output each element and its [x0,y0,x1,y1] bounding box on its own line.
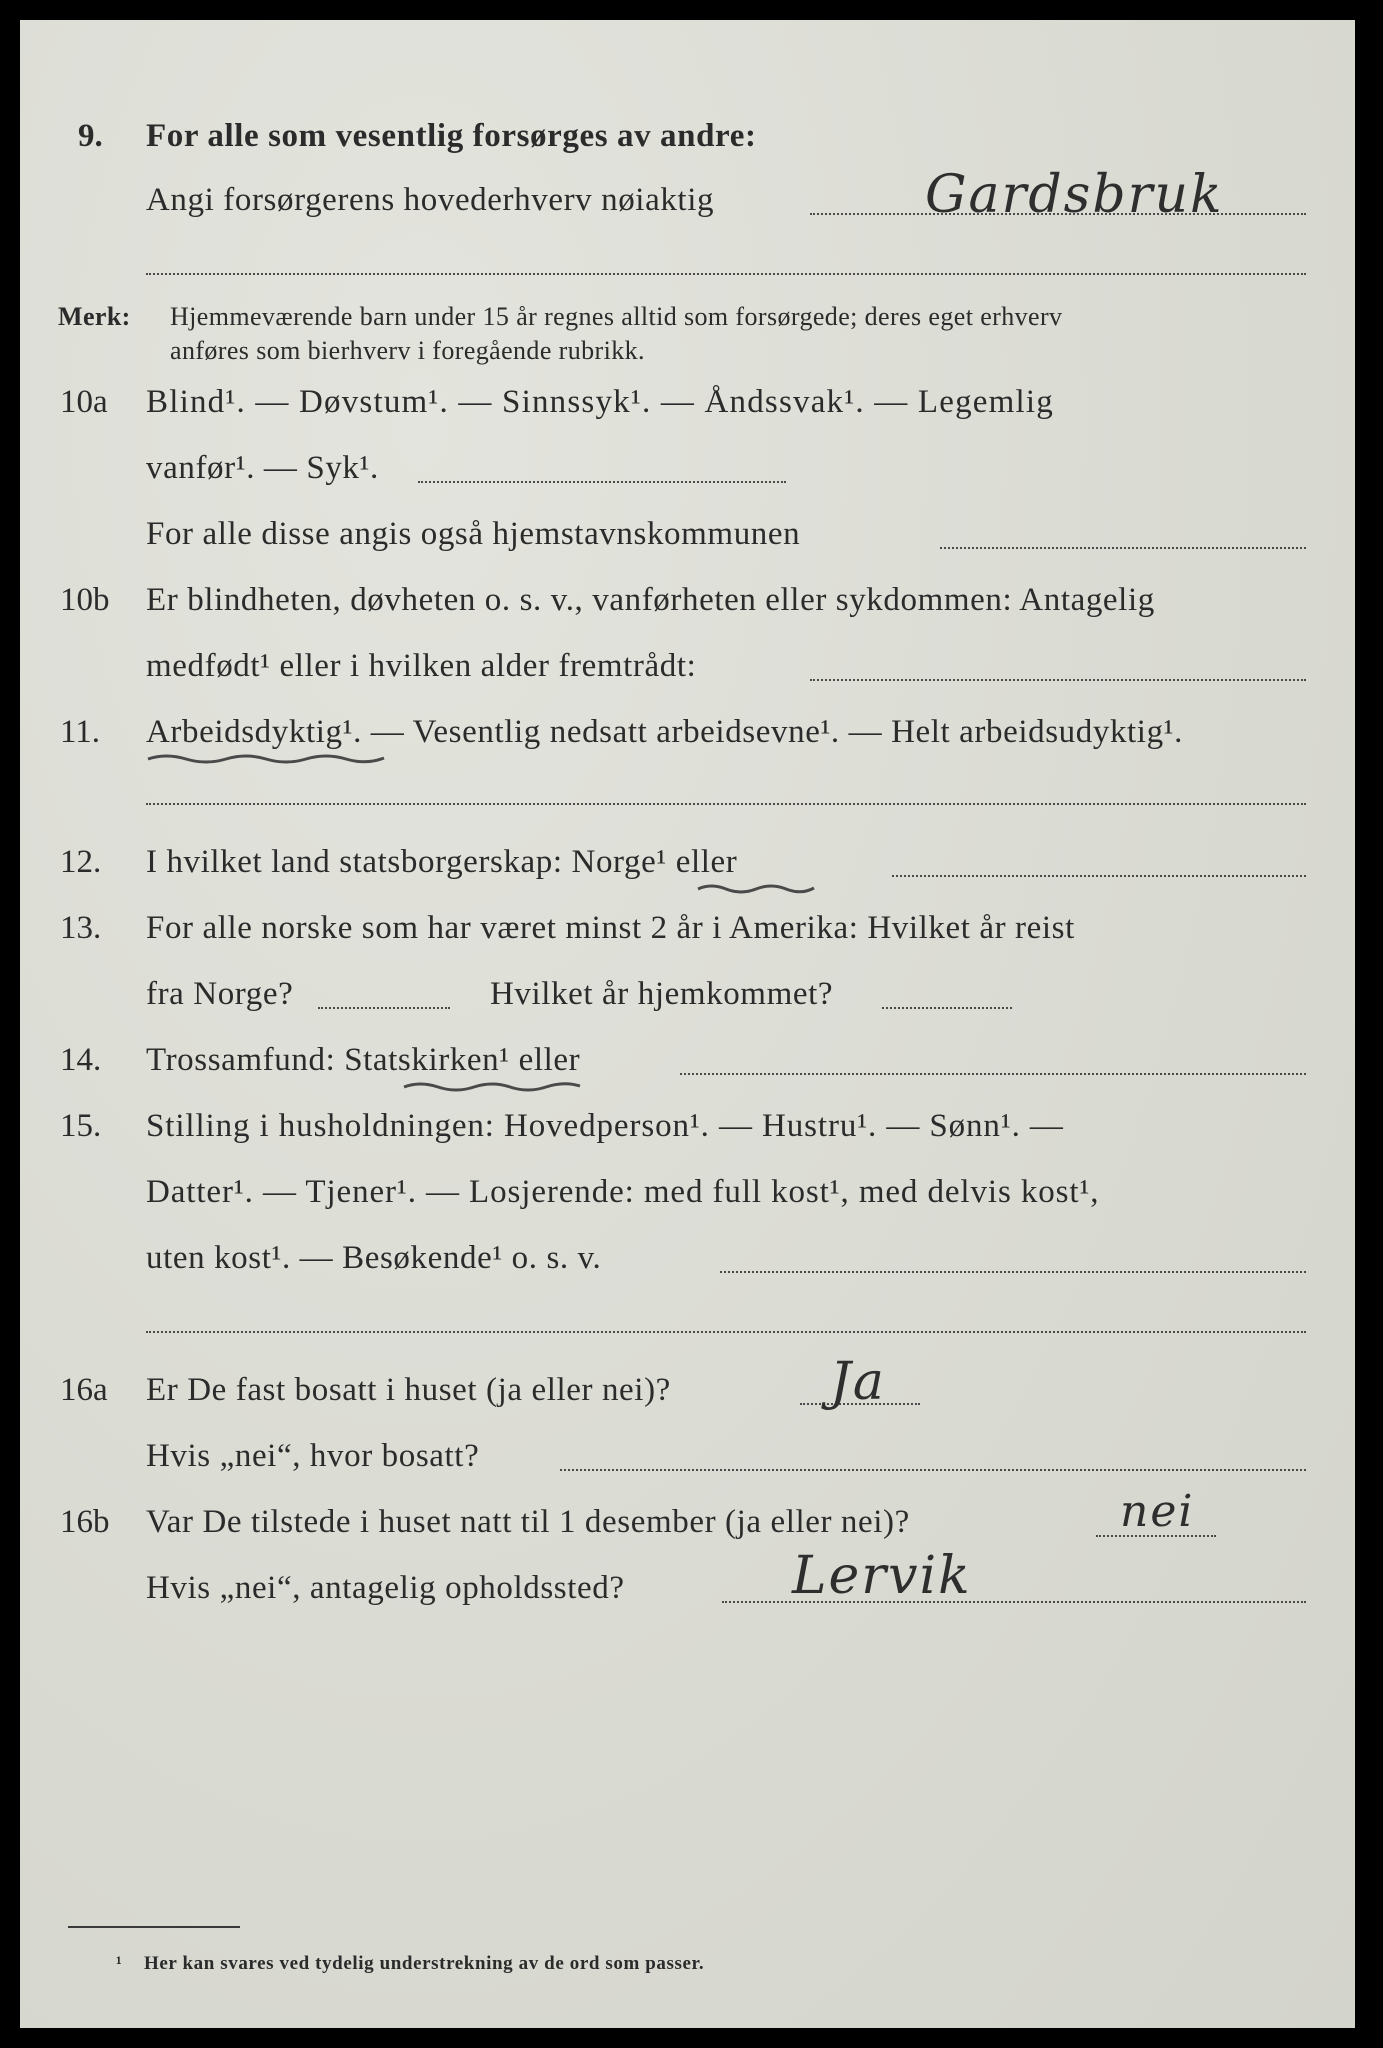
q10a-home-municipality-line [940,547,1306,549]
q16a-line-1: Er De fast bosatt i huset (ja eller nei)? [146,1372,671,1408]
q15-line-1: Stilling i husholdningen: Hovedperson¹. — Hustru¹. — Sønn¹. — [146,1108,1064,1144]
q15-extra-line [146,1331,1306,1333]
q14-answer-line [680,1073,1306,1075]
q10b-answer-line [810,679,1306,681]
q10b-line-2: medfødt¹ eller i hvilken alder fremtrådt: [146,648,697,684]
q9-heading: For alle som vesentlig forsørges av andre: [146,118,757,154]
footnote-text: Her kan svares ved tydelig understrekning av de ord som passer. [144,1953,705,1974]
q10a-answer-line [418,481,786,483]
q16b-line-2: Hvis „nei“, antagelig opholdssted? [146,1570,625,1606]
note-label: Merk: [58,302,131,331]
q15-answer-line [720,1271,1306,1273]
q14-number: 14. [60,1042,102,1078]
q10a-line-2: vanfør¹. — Syk¹. [146,450,379,486]
note-line-1: Hjemmeværende barn under 15 år regnes alltid som forsørgede; deres eget erhverv [170,302,1063,331]
q16b-line-1: Var De tilstede i huset natt til 1 desember (ja eller nei)? [146,1504,910,1540]
q10b-line-1: Er blindheten, døvheten o. s. v., vanførheten eller sykdommen: Antagelig [146,582,1155,618]
q9-extra-line [146,273,1306,275]
q13-returned-line [882,1007,1012,1009]
q11-underline-mark [146,752,386,766]
q10a-line-1: Blind¹. — Døvstum¹. — Sinnssyk¹. — Åndssvak¹. — Legemlig [146,384,1054,420]
q14-line-1: Trossamfund: Statskirken¹ eller [146,1042,581,1078]
q12-number: 12. [60,844,102,880]
q13-line-2a: fra Norge? [146,976,294,1012]
q15-line-3: uten kost¹. — Besøkende¹ o. s. v. [146,1240,602,1276]
q16b-number: 16b [60,1504,110,1540]
q16a-number: 16a [60,1372,108,1408]
q12-line-1: I hvilket land statsborgerskap: Norge¹ eller [146,844,738,880]
q13-line-1: For alle norske som har været minst 2 år i Amerika: Hvilket år reist [146,910,1075,946]
q14-underline-mark [402,1080,582,1094]
q9-label: Angi forsørgerens hovederhverv nøiaktig [146,182,715,218]
q13-emigrated-line [318,1007,450,1009]
footnote-rule [68,1926,240,1928]
q10a-line-3: For alle disse angis også hjemstavnskommunen [146,516,801,552]
q11-number: 11. [60,714,101,750]
q16a-line-2: Hvis „nei“, hvor bosatt? [146,1438,480,1474]
q11-extra-line [146,803,1306,805]
q10b-number: 10b [60,582,110,618]
q12-answer-line [892,875,1306,877]
q16b-handwritten-answer: nei [1120,1486,1195,1537]
q16a-residence-line [560,1469,1306,1471]
q11-line-1: Arbeidsdyktig¹. — Vesentlig nedsatt arbeidsevne¹. — Helt arbeidsudyktig¹. [146,714,1184,750]
q9-number: 9. [78,118,103,154]
q12-underline-mark [696,882,816,896]
q15-number: 15. [60,1108,102,1144]
q9-handwritten-answer: Gardsbruk [925,165,1224,225]
census-form-page [20,20,1355,2028]
note-line-2: anføres som bierhverv i foregående rubrikk. [170,336,645,365]
footnote-marker: ¹ [116,1953,123,1974]
q16b-handwritten-place: Lervik [792,1546,972,1606]
q16a-handwritten-answer: Ja [830,1352,886,1412]
q13-number: 13. [60,910,102,946]
q15-line-2: Datter¹. — Tjener¹. — Losjerende: med full kost¹, med delvis kost¹, [146,1174,1100,1210]
q10a-number: 10a [60,384,108,420]
q13-line-2b: Hvilket år hjemkommet? [490,976,834,1012]
